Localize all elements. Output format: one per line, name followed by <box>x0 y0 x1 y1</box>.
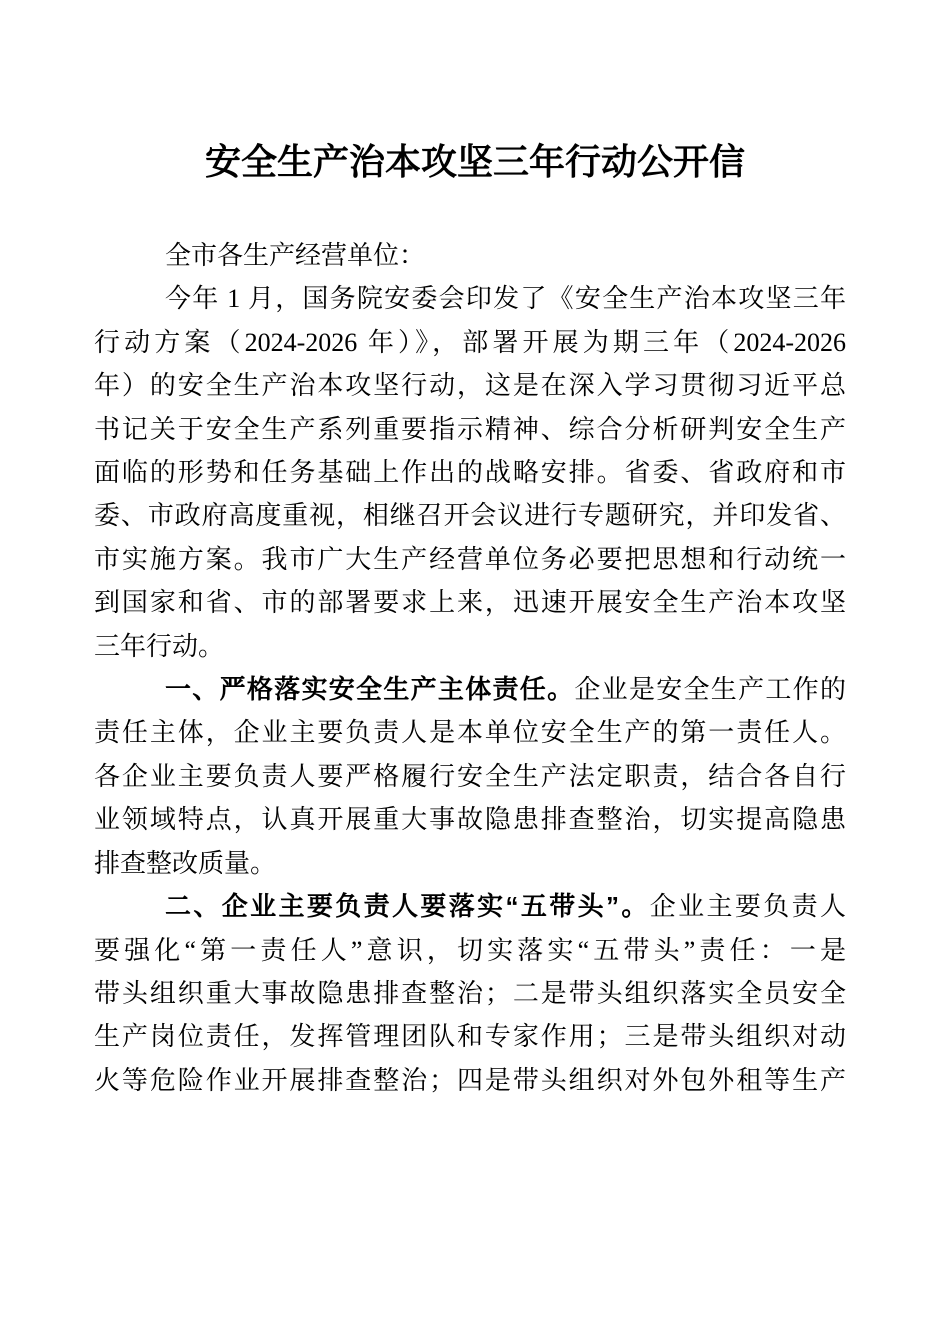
paragraph-section-2 <box>94 885 846 1102</box>
text-line <box>94 1015 846 1058</box>
document-title: 安全生产治本攻坚三年行动公开信 <box>204 142 745 182</box>
document-body <box>94 234 846 1102</box>
text-line <box>94 538 846 581</box>
text-line <box>94 711 846 754</box>
body-text: 面临的形势和任务基础上作出的战略安排。省委、省政府和市 <box>94 458 846 488</box>
text-line <box>94 885 846 928</box>
text-line <box>94 1059 846 1102</box>
body-text: 到国家和省、市的部署要求上来，迅速开展安全生产治本攻坚 <box>94 588 846 618</box>
body-text: 业领域特点，认真开展重大事故隐患排查整治，切实提高隐患 <box>94 805 846 835</box>
body-text: 年）的安全生产治本攻坚行动，这是在深入学习贯彻习近平总 <box>94 371 846 401</box>
body-text: 要强化“第一责任人”意识，切实落实“五带头”责任：一是 <box>94 935 846 965</box>
body-text: 三年行动。 <box>94 631 225 661</box>
text-line <box>94 321 846 364</box>
text-line <box>94 581 846 624</box>
body-text: 火等危险作业开展排查整治；四是带头组织对外包外租等生产 <box>94 1065 846 1095</box>
text-line <box>94 277 846 320</box>
body-text: 各企业主要负责人要严格履行安全生产法定职责，结合各自行 <box>94 761 846 791</box>
body-text: 全市各生产经营单位： <box>165 241 426 270</box>
text-line <box>94 972 846 1015</box>
text-line <box>94 798 846 841</box>
body-text: 排查整改质量。 <box>94 848 277 878</box>
text-line <box>94 929 846 972</box>
body-text: 市实施方案。我市广大生产经营单位务必要把思想和行动统一 <box>94 544 846 574</box>
body-text: 企业是安全生产工作的 <box>574 675 846 705</box>
text-line <box>94 668 846 711</box>
section-heading-text: 二、企业主要负责人要落实“五带头”。 <box>165 891 650 922</box>
text-line <box>94 234 846 277</box>
body-text: 书记关于安全生产系列重要指示精神、综合分析研判安全生产 <box>94 414 846 444</box>
text-line <box>94 364 846 407</box>
text-line <box>94 408 846 451</box>
text-line <box>94 494 846 537</box>
body-text: 生产岗位责任，发挥管理团队和专家作用；三是带头组织对动 <box>94 1022 846 1052</box>
paragraph-intro <box>94 277 846 668</box>
text-line <box>94 755 846 798</box>
body-text: 委、市政府高度重视，相继召开会议进行专题研究，并印发省、 <box>94 501 846 531</box>
text-line <box>94 451 846 494</box>
text-line <box>94 842 846 885</box>
section-heading-text: 一、严格落实安全生产主体责任。 <box>165 674 575 705</box>
body-text: 带头组织重大事故隐患排查整治；二是带头组织落实全员安全 <box>94 978 846 1008</box>
paragraph-section-1 <box>94 668 846 885</box>
text-line <box>94 625 846 668</box>
body-text: 责任主体，企业主要负责人是本单位安全生产的第一责任人。 <box>94 718 846 748</box>
body-text: 行动方案（2024-2026 年）》，部署开展为期三年（2024-2026 <box>94 327 846 357</box>
body-text: 企业主要负责人 <box>649 892 846 922</box>
body-text: 今年 1 月，国务院安委会印发了《安全生产治本攻坚三年 <box>165 284 846 314</box>
paragraph-salutation <box>94 234 846 277</box>
